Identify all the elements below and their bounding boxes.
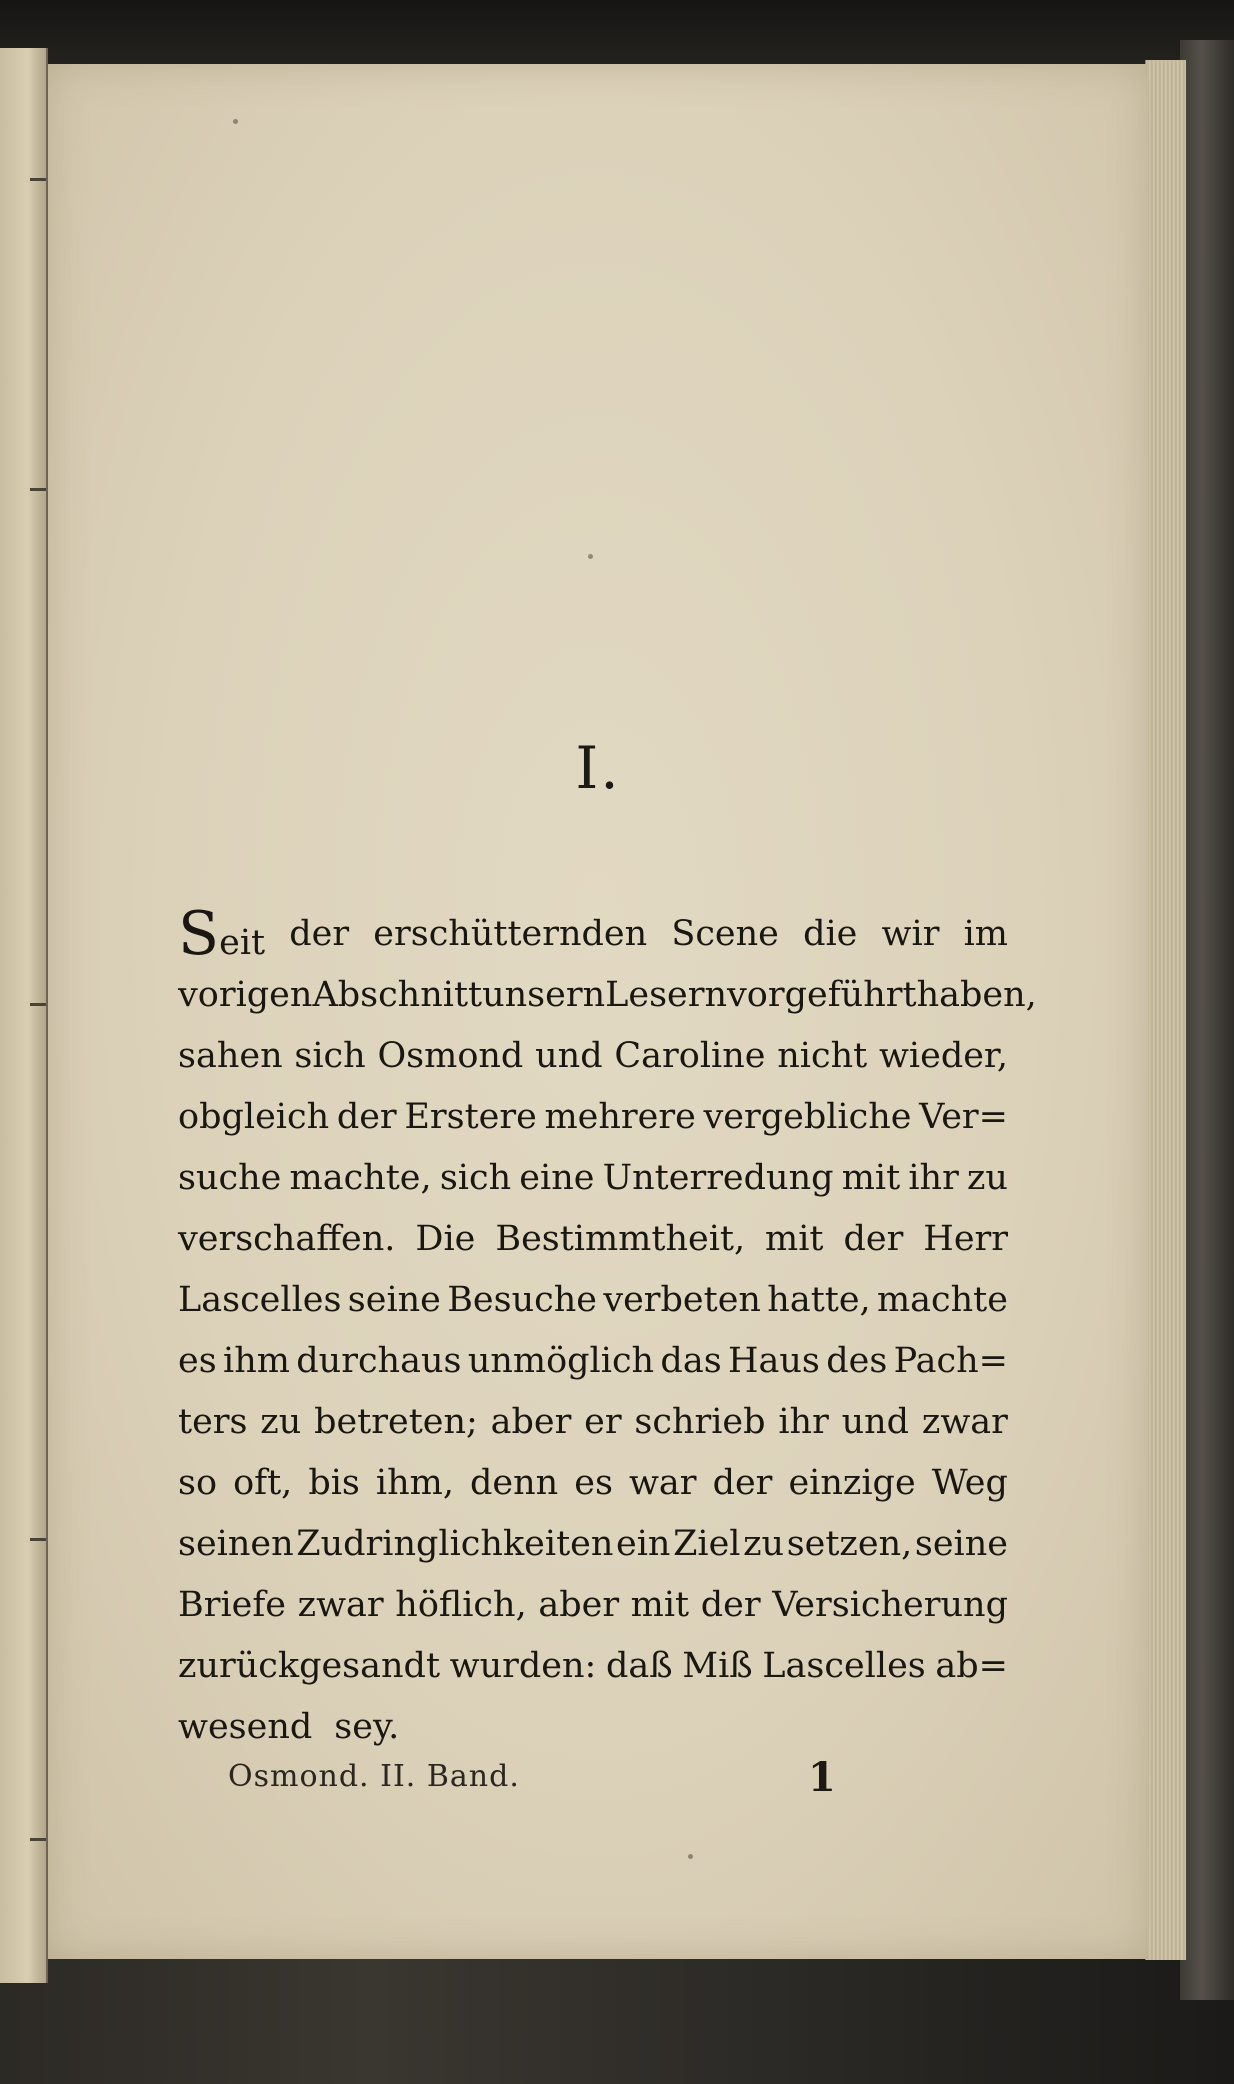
- word: zu: [966, 1158, 1008, 1198]
- word: Weg: [931, 1463, 1008, 1503]
- word: Zudringlichkeiten: [296, 1524, 614, 1564]
- word: Osmond: [377, 1036, 524, 1076]
- word: suche: [178, 1158, 282, 1198]
- text-line: [178, 1697, 1008, 1758]
- word: der: [289, 914, 350, 954]
- word: der: [843, 1219, 904, 1259]
- word: Ver=: [919, 1097, 1008, 1137]
- word: Lascelles: [762, 1646, 926, 1686]
- binding-stitch: [30, 1003, 46, 1006]
- word: vorigen: [178, 975, 313, 1015]
- word: mehrere: [544, 1097, 696, 1137]
- word: denn: [470, 1463, 559, 1503]
- word: unsern: [482, 975, 606, 1015]
- word: oft,: [233, 1463, 293, 1503]
- word: ihm: [223, 1341, 290, 1381]
- word: obgleich: [178, 1097, 330, 1137]
- page-number: 1: [808, 1754, 836, 1801]
- word: einzige: [788, 1463, 916, 1503]
- body-text: [178, 899, 1037, 1758]
- word: zwar: [921, 1402, 1008, 1442]
- word: das: [660, 1341, 722, 1381]
- word: machte,: [289, 1158, 432, 1198]
- word: vergebliche: [703, 1097, 912, 1137]
- word: ihr: [908, 1158, 959, 1198]
- word: Pach=: [893, 1341, 1008, 1381]
- word: setzen,: [786, 1524, 913, 1564]
- word: der: [712, 1463, 773, 1503]
- paper-speck: [588, 554, 593, 559]
- word: des: [826, 1341, 888, 1381]
- word: haben,: [916, 975, 1037, 1015]
- text-line: [178, 1209, 1008, 1270]
- word: wesend: [178, 1707, 313, 1747]
- word: Die: [415, 1219, 476, 1259]
- word: seine: [347, 1280, 441, 1320]
- word: mit: [841, 1158, 901, 1198]
- word: mit: [630, 1585, 690, 1625]
- word: die: [803, 914, 858, 954]
- word: zu: [260, 1402, 302, 1442]
- word: Haus: [727, 1341, 820, 1381]
- word: wir: [881, 914, 940, 954]
- word: Unterredung: [602, 1158, 834, 1198]
- word: Herr: [923, 1219, 1008, 1259]
- cover-top-edge: [0, 0, 1234, 70]
- word: Besuche: [447, 1280, 597, 1320]
- word: zurückgesandt: [178, 1646, 441, 1686]
- word: ters: [178, 1402, 248, 1442]
- word: der: [700, 1585, 761, 1625]
- binding-stitch: [30, 488, 46, 491]
- text-line: [178, 1331, 1008, 1392]
- word: sey.: [334, 1707, 400, 1747]
- word: sich: [294, 1036, 366, 1076]
- word: Caroline: [614, 1036, 766, 1076]
- word: durchaus: [296, 1341, 462, 1381]
- word: mit: [765, 1219, 824, 1259]
- word: sahen: [178, 1036, 283, 1076]
- word: betreten;: [314, 1402, 478, 1442]
- word: und: [841, 1402, 910, 1442]
- back-cover-edge: [1180, 40, 1234, 2000]
- word: aber: [538, 1585, 620, 1625]
- word: Miß: [682, 1646, 753, 1686]
- word: verbeten: [603, 1280, 761, 1320]
- paper-speck: [233, 119, 238, 124]
- word: Scene: [671, 914, 779, 954]
- text-line: [178, 1514, 1008, 1575]
- text-line: [178, 1636, 1008, 1697]
- book-page: [48, 64, 1148, 1959]
- word: wurden:: [449, 1646, 597, 1686]
- word: so: [178, 1463, 218, 1503]
- paper-speck: [688, 1854, 693, 1859]
- facing-page-edge: [0, 48, 48, 1983]
- text-line: [178, 1453, 1008, 1514]
- text-line: [178, 1270, 1008, 1331]
- word: war: [628, 1463, 697, 1503]
- word: im: [963, 914, 1008, 954]
- word: zwar: [297, 1585, 384, 1625]
- word: höflich,: [395, 1585, 527, 1625]
- word: Abschnitt: [312, 975, 483, 1015]
- word: seinen: [178, 1524, 294, 1564]
- word: Bestimmtheit,: [495, 1219, 746, 1259]
- word: nicht: [777, 1036, 868, 1076]
- word: ihr: [778, 1402, 829, 1442]
- word: aber: [490, 1402, 572, 1442]
- word: hatte,: [767, 1280, 871, 1320]
- word: sich: [439, 1158, 512, 1198]
- word: zu: [743, 1524, 785, 1564]
- word: verschaffen.: [178, 1219, 396, 1259]
- text-line: [178, 1026, 1008, 1087]
- word: seine: [914, 1524, 1008, 1564]
- word: Lascelles: [178, 1280, 342, 1320]
- binding-stitch: [30, 178, 46, 181]
- word: Briefe: [178, 1585, 287, 1625]
- word: unmöglich: [467, 1341, 655, 1381]
- text-line: [178, 1148, 1008, 1209]
- word: ein: [616, 1524, 671, 1564]
- drop-cap: S: [178, 899, 220, 969]
- word: eit: [219, 923, 266, 963]
- first-word: [178, 899, 266, 969]
- signature-line: Osmond. II. Band.: [228, 1759, 520, 1794]
- word: wieder,: [878, 1036, 1008, 1076]
- word: und: [535, 1036, 603, 1076]
- word: erschütternden: [373, 914, 648, 954]
- word: ihm,: [375, 1463, 454, 1503]
- word: ab=: [935, 1646, 1008, 1686]
- word: Ziel: [673, 1524, 741, 1564]
- word: machte: [876, 1280, 1008, 1320]
- word: Versicherung: [772, 1585, 1008, 1625]
- binding-stitch: [30, 1538, 46, 1541]
- word: er: [584, 1402, 622, 1442]
- text-line: [178, 965, 1037, 1026]
- word: vorgeführt: [727, 975, 917, 1015]
- word: bis: [308, 1463, 360, 1503]
- word: der: [336, 1097, 397, 1137]
- word: daß: [605, 1646, 673, 1686]
- text-line: [178, 1087, 1008, 1148]
- word: Erstere: [404, 1097, 537, 1137]
- binding-stitch: [30, 1838, 46, 1841]
- word: Lesern: [605, 975, 728, 1015]
- text-line: [178, 1575, 1008, 1636]
- text-line: [178, 899, 1008, 969]
- chapter-number: I.: [575, 734, 621, 802]
- word: schrieb: [634, 1402, 766, 1442]
- text-line: [178, 1392, 1008, 1453]
- page-stack-edge: [1145, 60, 1186, 1960]
- word: eine: [519, 1158, 595, 1198]
- word: es: [178, 1341, 217, 1381]
- word: es: [574, 1463, 613, 1503]
